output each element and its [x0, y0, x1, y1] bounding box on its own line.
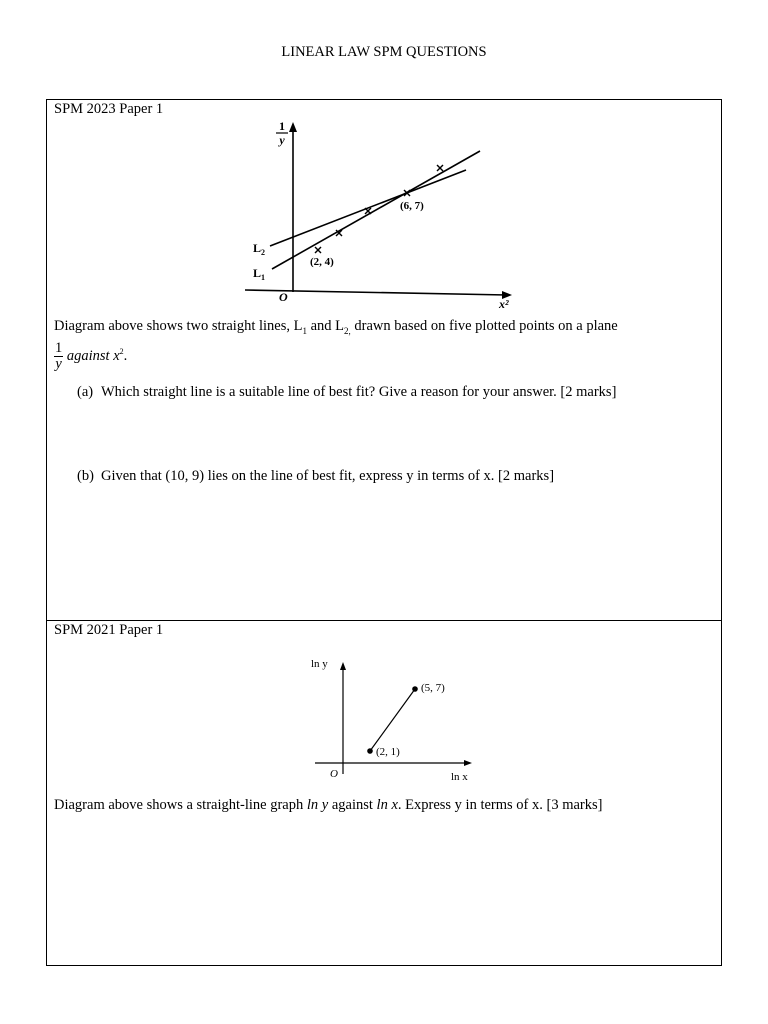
y-axis-arrow	[340, 662, 346, 670]
origin-label: O	[330, 768, 338, 780]
plotted-point	[437, 165, 443, 171]
question-header: SPM 2021 Paper 1	[54, 622, 164, 638]
point-label-6-7: (6, 7)	[400, 200, 424, 212]
ln-graph-diagram-2021	[47, 649, 721, 799]
point-label-2-1: (2, 1)	[376, 746, 400, 758]
line-L2	[270, 170, 466, 246]
y-axis-arrow	[289, 122, 297, 132]
fraction-1-over-y: $\frac{1}{y}$	[55, 339, 63, 372]
graph-line	[370, 689, 415, 751]
line-L1	[272, 151, 480, 269]
point-label-5-7: (5, 7)	[421, 682, 445, 694]
question-box-2021	[46, 620, 722, 966]
point-2-1	[367, 748, 373, 754]
x-axis-label: x²	[499, 297, 509, 311]
question-1-statement: Diagram above shows two straight lines, $L_1$ and $L_{2,}$ drawn based on five plotted points on a plane $\frac{1}{y}$ against $x^2$.	[54, 318, 618, 372]
question-2-statement: Diagram above shows a straight-line graph ln y against ln x. Express y in terms of x. [3 marks]	[54, 797, 603, 813]
y-axis-label: ln y	[311, 658, 328, 670]
x-axis-arrow	[464, 760, 472, 766]
origin-label: O	[279, 290, 288, 304]
question-box-2023	[46, 99, 722, 620]
plotted-point	[315, 247, 321, 253]
y-axis-label-numerator: 1	[279, 119, 285, 133]
point-5-7	[412, 686, 418, 692]
question-1b: (b) Given that (10, 9) lies on the line of best fit, express y in terms of x. [2 marks]	[77, 468, 555, 484]
linear-law-diagram-2023	[47, 112, 721, 332]
line-L2-label: $L_2$	[253, 241, 266, 257]
question-1a: (a) Which straight line is a suitable line of best fit? Give a reason for your answer. [2 marks]	[77, 384, 617, 400]
plotted-point	[365, 208, 371, 214]
question-header: SPM 2023 Paper 1	[54, 101, 164, 117]
page-title: LINEAR LAW SPM QUESTIONS	[281, 44, 487, 60]
y-axis-label-denominator: y	[279, 133, 285, 147]
x-axis-label: ln x	[451, 771, 468, 783]
line-L1-label: $L_1$	[253, 266, 266, 282]
point-label-2-4: (2, 4)	[310, 256, 334, 268]
